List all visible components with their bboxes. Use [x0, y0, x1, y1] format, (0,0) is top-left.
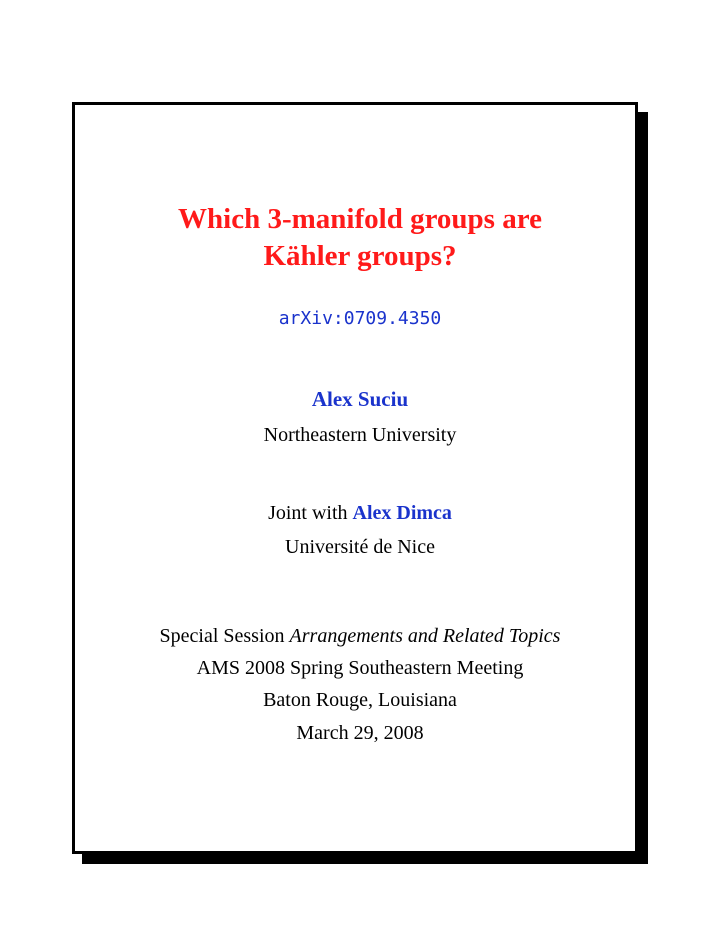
meeting-date: March 29, 2008 — [296, 722, 424, 744]
arxiv-link[interactable]: arXiv:0709.4350 — [278, 308, 442, 329]
meeting-location: Baton Rouge, Louisiana — [263, 689, 457, 711]
coauthor-affiliation: Université de Nice — [285, 536, 435, 558]
session-name: Arrangements and Related Topics — [289, 625, 561, 647]
coauthor-prefix: Joint with — [268, 502, 348, 524]
author-name: Alex Suciu — [311, 387, 409, 411]
author-affiliation: Northeastern University — [263, 424, 457, 446]
session-prefix: Special Session — [159, 625, 285, 647]
meeting-name: AMS 2008 Spring Southeastern Meeting — [196, 657, 524, 679]
title-line-1: Which 3-manifold groups are — [178, 203, 542, 235]
coauthor-name: Alex Dimca — [352, 502, 452, 524]
coauthor-line — [0, 502, 720, 525]
title-line-2: Kähler groups? — [263, 240, 457, 272]
session-line — [0, 625, 720, 648]
